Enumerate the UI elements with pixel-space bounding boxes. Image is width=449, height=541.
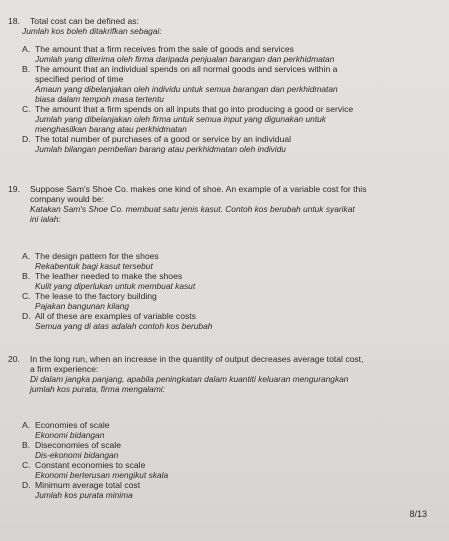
question-stem-en: 18. Total cost can be defined as: (8, 16, 139, 26)
question-18 (8, 16, 449, 154)
question-stem-ms: Katakan Sam's Shoe Co. membuat satu jenis kasut. Contoh kos berubah untuk syarikat (30, 204, 355, 214)
question-stem-ms-line2: ini ialah: (30, 214, 61, 224)
question-stem-en-line2: a firm experience: (30, 364, 99, 374)
question-stem-en: 19. Suppose Sam's Shoe Co. makes one kind of shoe. An example of a variable cost for this (8, 184, 367, 194)
option-b[interactable]: B. Diseconomies of scale (22, 440, 121, 450)
option-b-ms: Amaun yang dibelanjakan oleh individu untuk semua barangan dan perkhidmatan (35, 84, 338, 94)
option-c-ms-line2: menghasilkan barang atau perkhidmatan (35, 124, 187, 134)
option-d[interactable]: D. All of these are examples of variable costs (22, 311, 196, 321)
option-b[interactable]: B. The leather needed to make the shoes (22, 271, 183, 281)
option-b[interactable]: B. The amount that an individual spends on all normal goods and services within a (22, 64, 338, 74)
option-c[interactable]: C. The amount that a firm spends on all inputs that go into producing a good or service (22, 104, 354, 114)
question-20 (8, 354, 449, 500)
question-stem-en: 20. In the long run, when an increase in the quantity of output decreases average total cost, (8, 354, 364, 364)
question-number: 18. (8, 16, 20, 26)
question-19 (8, 184, 449, 331)
option-d-ms: Semua yang di atas adalah contoh kos berubah (35, 321, 213, 331)
option-a[interactable]: A. The design pattern for the shoes (22, 251, 159, 261)
option-a-ms: Rekabentuk bagi kasut tersebut (35, 261, 153, 271)
option-a-ms: Jumlah yang diterima oleh firma daripada penjualan barangan dan perkhidmatan (35, 54, 335, 64)
question-stem-ms: Jumlah kos boleh ditakrifkan sebagai: (22, 26, 162, 36)
page-number: 8/13 (409, 509, 427, 519)
question-stem-ms: Di dalam jangka panjang, apabila peningkatan dalam kuantiti keluaran mengurangkan (30, 374, 349, 384)
option-c-ms: Jumlah yang dibelanjakan oleh firma untuk semua input yang digunakan untuk (35, 114, 326, 124)
option-c-ms: Ekonomi berterusan mengikut skala (35, 470, 169, 480)
option-c[interactable]: C. Constant economies to scale (22, 460, 146, 470)
option-a[interactable]: A. Economies of scale (22, 420, 110, 430)
option-d-ms: Jumlah bilangan pembelian barang atau perkhidmatan oleh individu (35, 144, 286, 154)
option-a[interactable]: A. The amount that a firm receives from the sale of goods and services (22, 44, 294, 54)
option-c[interactable]: C. The lease to the factory building (22, 291, 157, 301)
option-b-ms: Kulit yang diperlukan untuk membuat kasut (35, 281, 196, 291)
question-number: 20. (8, 354, 20, 364)
question-number: 19. (8, 184, 20, 194)
option-d[interactable]: D. The total number of purchases of a good or service by an individual (22, 134, 292, 144)
question-stem-ms-line2: jumlah kos purata, firma mengalami: (30, 384, 165, 394)
option-c-ms: Pajakan bangunan kilang (35, 301, 130, 311)
option-b-line2: specified period of time (35, 74, 124, 84)
option-d-ms: Jumlah kos purata minima (35, 490, 133, 500)
option-a-ms: Ekonomi bidangan (35, 430, 105, 440)
question-stem-en-line2: company would be: (30, 194, 105, 204)
option-d[interactable]: D. Minimum average total cost (22, 480, 141, 490)
option-b-ms: Dis-ekonomi bidangan (35, 450, 119, 460)
option-b-ms-line2: biasa dalam tempoh masa tertentu (35, 94, 164, 104)
